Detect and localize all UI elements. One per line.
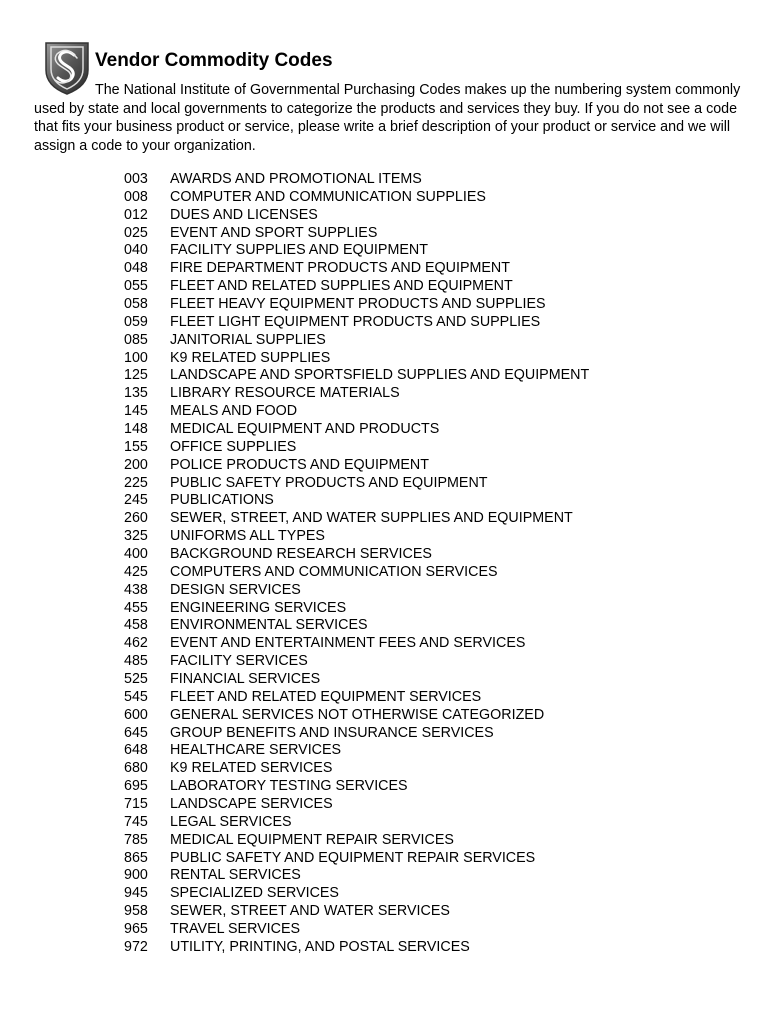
- code-number: 545: [124, 688, 148, 705]
- code-description: MEALS AND FOOD: [170, 403, 298, 420]
- code-description: ENVIRONMENTAL SERVICES: [170, 617, 368, 634]
- code-row: [124, 384, 589, 402]
- code-number: 058: [124, 295, 148, 312]
- code-number: 012: [124, 206, 148, 223]
- code-row: [124, 224, 589, 242]
- code-number: 455: [124, 599, 148, 616]
- code-description: TRAVEL SERVICES: [170, 921, 301, 938]
- code-number: 462: [124, 635, 148, 652]
- code-number: 715: [124, 796, 148, 812]
- code-number: 200: [124, 456, 148, 473]
- code-description: EVENT AND SPORT SUPPLIES: [170, 224, 378, 241]
- code-number: 148: [124, 420, 148, 437]
- code-row: [124, 688, 589, 706]
- code-number: 145: [124, 403, 148, 420]
- code-number: 400: [124, 545, 148, 562]
- code-row: [124, 616, 589, 634]
- code-description: RENTAL SERVICES: [170, 867, 301, 884]
- code-number: 458: [124, 617, 148, 634]
- code-number: 680: [124, 760, 148, 777]
- code-description: DESIGN SERVICES: [170, 581, 301, 598]
- code-row: [124, 206, 589, 224]
- code-description: HEALTHCARE SERVICES: [170, 742, 342, 759]
- code-number: 695: [124, 778, 148, 795]
- code-number: 059: [124, 313, 148, 330]
- code-description: GROUP BENEFITS AND INSURANCE SERVICES: [170, 724, 494, 741]
- code-number: 245: [124, 492, 148, 509]
- code-row: [124, 474, 589, 492]
- code-row: [124, 331, 589, 349]
- code-number: 085: [124, 331, 148, 348]
- code-row: [124, 188, 589, 206]
- code-row: [124, 509, 589, 527]
- code-number: 785: [124, 831, 148, 848]
- code-row: [124, 759, 589, 777]
- code-row: [124, 902, 589, 920]
- code-row: [124, 867, 589, 885]
- code-number: 125: [124, 367, 148, 384]
- code-row: [124, 295, 589, 313]
- code-number: 485: [124, 653, 148, 670]
- code-description: FACILITY SUPPLIES AND EQUIPMENT: [170, 242, 428, 259]
- code-description: UTILITY, PRINTING, AND POSTAL SERVICES: [170, 938, 470, 955]
- code-row: [124, 599, 589, 617]
- code-description: SEWER, STREET, AND WATER SUPPLIES AND EQUIPMENT: [170, 510, 573, 527]
- code-row: [124, 670, 589, 688]
- code-description: COMPUTERS AND COMMUNICATION SERVICES: [170, 563, 498, 580]
- code-number: 525: [124, 670, 148, 687]
- code-row: [124, 259, 589, 277]
- code-row: [124, 795, 589, 813]
- code-row: [124, 849, 589, 867]
- code-description: JANITORIAL SUPPLIES: [170, 331, 326, 348]
- code-description: POLICE PRODUCTS AND EQUIPMENT: [170, 456, 429, 473]
- code-row: [124, 241, 589, 259]
- code-description: OFFICE SUPPLIES: [170, 438, 297, 455]
- code-number: 900: [124, 867, 148, 884]
- code-number: 008: [124, 188, 148, 205]
- code-row: [124, 491, 589, 509]
- code-number: 048: [124, 260, 148, 277]
- code-description: UNIFORMS ALL TYPES: [170, 528, 325, 545]
- code-row: [124, 581, 589, 599]
- code-description: PUBLIC SAFETY PRODUCTS AND EQUIPMENT: [170, 474, 488, 491]
- code-description: GENERAL SERVICES NOT OTHERWISE CATEGORIZED: [170, 706, 545, 723]
- code-number: 600: [124, 706, 148, 723]
- code-number: 135: [124, 385, 148, 402]
- code-number: 260: [124, 510, 148, 527]
- code-description: FACILITY SERVICES: [170, 653, 308, 670]
- code-number: 025: [124, 224, 148, 241]
- code-description: FLEET AND RELATED SUPPLIES AND EQUIPMENT: [170, 278, 513, 295]
- code-row: [124, 706, 589, 724]
- code-description: PUBLIC SAFETY AND EQUIPMENT REPAIR SERVICES: [170, 849, 536, 866]
- code-number: 745: [124, 813, 148, 830]
- code-row: [124, 777, 589, 795]
- code-row: [124, 402, 589, 420]
- code-row: [124, 831, 589, 849]
- code-description: FIRE DEPARTMENT PRODUCTS AND EQUIPMENT: [170, 260, 510, 277]
- code-description: FLEET AND RELATED EQUIPMENT SERVICES: [170, 688, 482, 705]
- code-description: LANDSCAPE AND SPORTSFIELD SUPPLIES AND EQUIPMENT: [170, 367, 590, 384]
- code-row: [124, 456, 589, 474]
- code-row: [124, 724, 589, 742]
- code-number: 648: [124, 742, 148, 759]
- code-row: [124, 920, 589, 938]
- code-number: 438: [124, 581, 148, 598]
- code-number: 945: [124, 885, 148, 902]
- code-row: [124, 277, 589, 295]
- code-row: [124, 634, 589, 652]
- code-description: AWARDS AND PROMOTIONAL ITEMS: [170, 170, 422, 187]
- code-row: [124, 884, 589, 902]
- code-number: 965: [124, 921, 148, 938]
- code-row: [124, 313, 589, 331]
- intro-paragraph: The National Institute of Governmental Purchasing Codes makes up the numbering system commonly used by state and local governments to categorize the products and services they buy. If you do not see a code that fits your business product or service, please write a brief description of your product or service and we will assign a code to your organization.: [34, 82, 741, 154]
- code-number: 055: [124, 278, 148, 295]
- code-description: LIBRARY RESOURCE MATERIALS: [170, 385, 400, 402]
- page-title: Vendor Commodity Codes: [95, 50, 333, 71]
- code-number: 225: [124, 474, 148, 491]
- code-description: LANDSCAPE SERVICES: [170, 796, 333, 812]
- code-number: 100: [124, 349, 148, 366]
- code-description: SEWER, STREET AND WATER SERVICES: [170, 903, 450, 920]
- code-description: DUES AND LICENSES: [170, 206, 318, 223]
- code-description: K9 RELATED SUPPLIES: [170, 349, 331, 366]
- code-number: 155: [124, 438, 148, 455]
- code-number: 972: [124, 938, 148, 955]
- code-description: FINANCIAL SERVICES: [170, 670, 321, 687]
- code-description: MEDICAL EQUIPMENT AND PRODUCTS: [170, 420, 440, 437]
- code-description: LABORATORY TESTING SERVICES: [170, 778, 408, 795]
- code-description: PUBLICATIONS: [170, 492, 274, 509]
- code-row: [124, 527, 589, 545]
- code-row: [124, 938, 589, 956]
- code-row: [124, 349, 589, 367]
- code-number: 003: [124, 170, 148, 187]
- code-description: COMPUTER AND COMMUNICATION SUPPLIES: [170, 188, 486, 205]
- code-row: [124, 563, 589, 581]
- code-description: FLEET HEAVY EQUIPMENT PRODUCTS AND SUPPLIES: [170, 295, 546, 312]
- code-description: EVENT AND ENTERTAINMENT FEES AND SERVICES: [170, 635, 526, 652]
- code-number: 958: [124, 903, 148, 920]
- code-description: SPECIALIZED SERVICES: [170, 885, 339, 902]
- code-row: [124, 366, 589, 384]
- code-number: 040: [124, 242, 148, 259]
- code-row: [124, 813, 589, 831]
- code-description: ENGINEERING SERVICES: [170, 599, 347, 616]
- code-row: [124, 652, 589, 670]
- code-row: [124, 170, 589, 188]
- code-row: [124, 545, 589, 563]
- code-description: K9 RELATED SERVICES: [170, 760, 333, 777]
- code-description: BACKGROUND RESEARCH SERVICES: [170, 545, 432, 562]
- code-number: 425: [124, 563, 148, 580]
- commodity-code-list: [124, 170, 589, 956]
- code-description: FLEET LIGHT EQUIPMENT PRODUCTS AND SUPPLIES: [170, 313, 541, 330]
- code-row: [124, 420, 589, 438]
- code-row: [124, 438, 589, 456]
- code-number: 645: [124, 724, 148, 741]
- code-description: LEGAL SERVICES: [170, 813, 292, 830]
- code-number: 865: [124, 849, 148, 866]
- code-description: MEDICAL EQUIPMENT REPAIR SERVICES: [170, 831, 454, 848]
- code-number: 325: [124, 528, 148, 545]
- code-row: [124, 742, 589, 760]
